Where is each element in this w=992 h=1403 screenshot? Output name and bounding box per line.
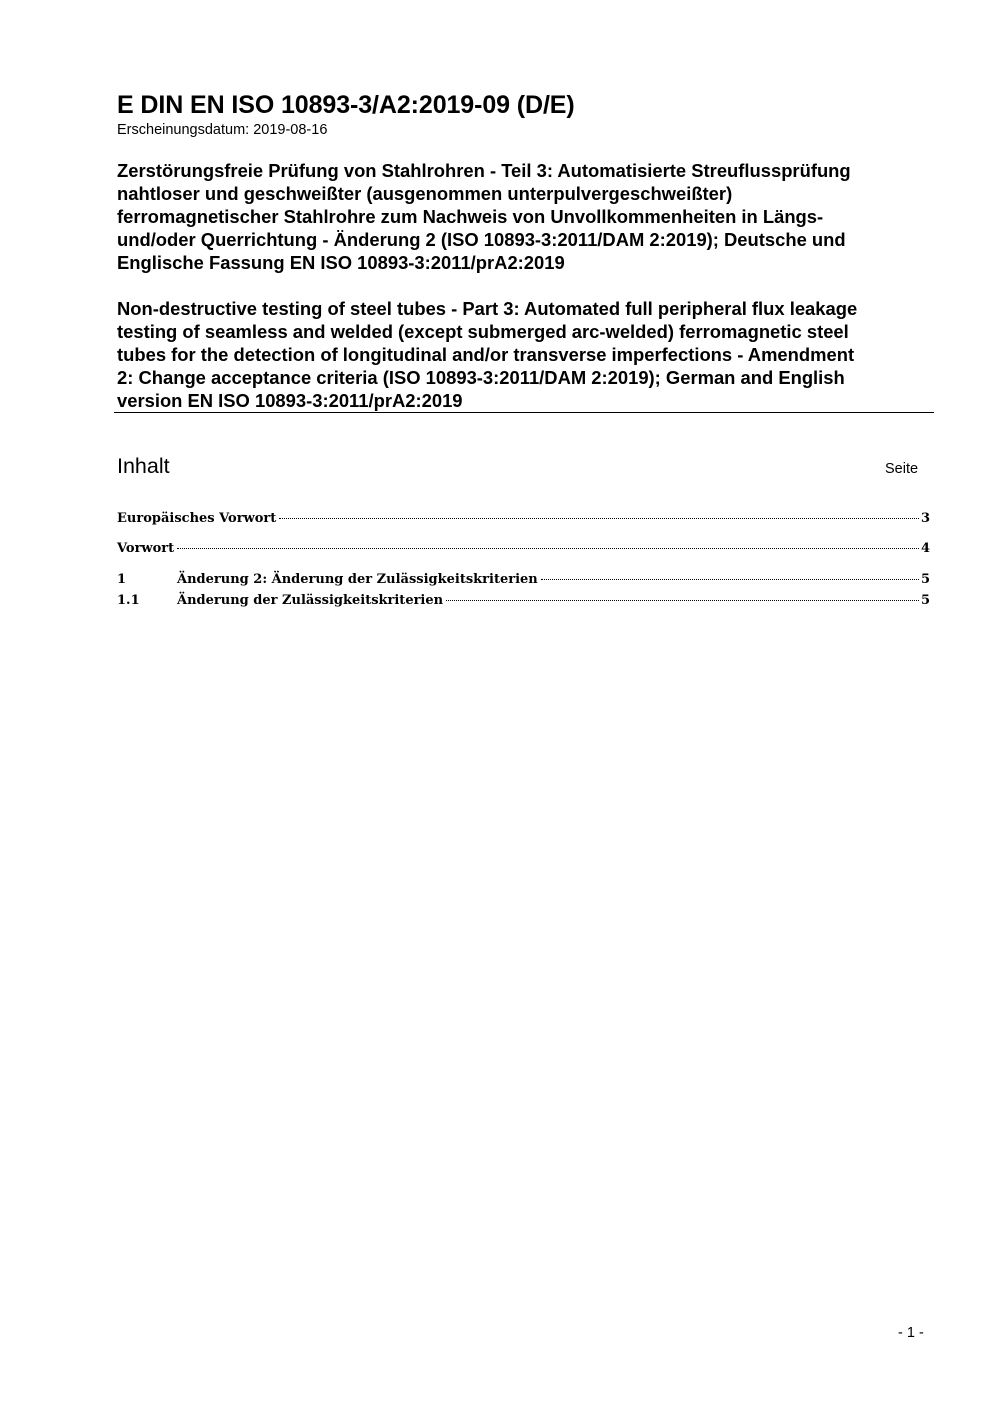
german-title (117, 159, 935, 274)
toc-entry-title: Änderung 2: Änderung der Zulässigkeitskriterien (177, 572, 538, 587)
german-title-line: ferromagnetischer Stahlrohre zum Nachweis von Unvollkommenheiten in Längs- (117, 206, 824, 227)
toc-entry-number: 1 (117, 572, 127, 587)
toc-entry-section-1[interactable] (117, 570, 930, 590)
toc-dot-leader (541, 579, 919, 580)
toc-entry-number: 1.1 (117, 593, 140, 608)
toc-entry-title: Änderung der Zulässigkeitskriterien (177, 593, 444, 608)
toc-dot-leader (177, 548, 919, 549)
english-title-line: 2: Change acceptance criteria (ISO 10893-3:2011/DAM 2:2019); German and English (117, 367, 845, 388)
title-divider (114, 412, 934, 413)
english-title-line: version EN ISO 10893-3:2011/prA2:2019 (117, 390, 463, 411)
english-title-line: Non-destructive testing of steel tubes - Part 3: Automated full peripheral flux leakage (117, 298, 858, 319)
german-title-line: Englische Fassung EN ISO 10893-3:2011/prA2:2019 (117, 252, 565, 273)
issue-date: Erscheinungsdatum: 2019-08-16 (117, 122, 328, 138)
toc-entry-page: 3 (920, 511, 930, 526)
toc-heading: Inhalt (117, 454, 170, 478)
toc-entry-european-foreword[interactable] (117, 509, 930, 529)
toc-entry-page: 5 (920, 593, 930, 608)
english-title-line: tubes for the detection of longitudinal and/or transverse imperfections - Amendment (117, 344, 855, 365)
document-identifier: E DIN EN ISO 10893-3/A2:2019-09 (D/E) (117, 91, 575, 119)
english-title-line: testing of seamless and welded (except submerged arc-welded) ferromagnetic steel (117, 321, 849, 342)
toc-entry-page: 5 (920, 572, 930, 587)
toc-entry-section-1-1[interactable] (117, 591, 930, 611)
english-title (117, 297, 935, 412)
toc-dot-leader (446, 600, 919, 601)
german-title-line: Zerstörungsfreie Prüfung von Stahlrohren - Teil 3: Automatisierte Streuflussprüfung (117, 160, 851, 181)
toc-entry-title: Vorwort (117, 541, 175, 556)
toc-entry-title: Europäisches Vorwort (117, 511, 277, 526)
toc-dot-leader (279, 518, 919, 519)
page-number: - 1 - (898, 1325, 924, 1341)
toc-page-column-label: Seite (885, 461, 919, 477)
german-title-line: nahtloser und geschweißter (ausgenommen unterpulvergeschweißter) (117, 183, 733, 204)
german-title-line: und/oder Querrichtung - Änderung 2 (ISO 10893-3:2011/DAM 2:2019); Deutsche und (117, 229, 846, 250)
toc-entry-page: 4 (920, 541, 930, 556)
toc-entry-foreword[interactable] (117, 539, 930, 559)
